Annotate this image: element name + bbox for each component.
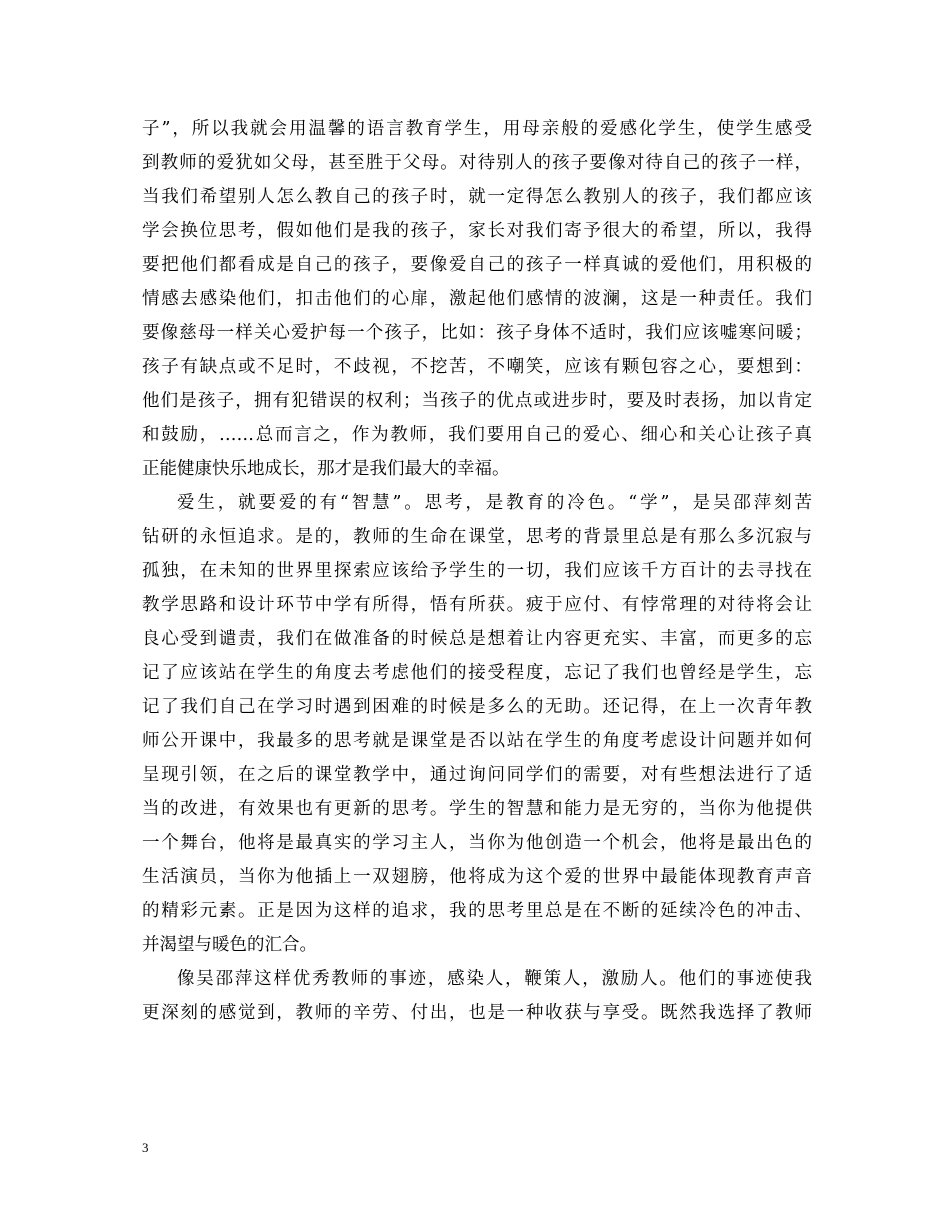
text-line: 学会换位思考，假如他们是我的孩子，家长对我们寄予很大的希望，所以，我得 (142, 221, 812, 241)
text-line: 并渴望与暖色的汇合。 (142, 935, 317, 955)
text-line: 要像慈母一样关心爱护每一个孩子，比如：孩子身体不适时，我们应该嘘寒问暖； (142, 323, 812, 343)
text-line: 像吴邵萍这样优秀教师的事迹，感染人，鞭策人，激励人。他们的事迹使我 (177, 969, 812, 989)
text-line: 当的改进，有效果也有更新的思考。学生的智慧和能力是无穷的，当你为他提供 (142, 799, 812, 819)
text-line: 到教师的爱犹如父母，甚至胜于父母。对待别人的孩子要像对待自己的孩子一样， (142, 153, 812, 173)
text-line: 记了应该站在学生的角度去考虑他们的接受程度，忘记了我们也曾经是学生，忘 (142, 663, 812, 683)
text-line: 记了我们自己在学习时遇到困难的时候是多么的无助。还记得，在上一次青年教 (142, 697, 812, 717)
text-line: 生活演员，当你为他插上一双翅膀，他将成为这个爱的世界中最能体现教育声音 (142, 867, 812, 887)
text-line: 当我们希望别人怎么教自己的孩子时，就一定得怎么教别人的孩子，我们都应该 (142, 187, 812, 207)
text-line: 呈现引领，在之后的课堂教学中，通过询问同学们的需要，对有些想法进行了适 (142, 765, 812, 785)
paragraph-2 (142, 486, 812, 962)
text-line: 的精彩元素。正是因为这样的追求，我的思考里总是在不断的延续冷色的冲击、 (142, 901, 812, 921)
paragraph-1 (142, 112, 812, 486)
paragraph-3 (142, 962, 812, 1030)
text-line: 和鼓励，……总而言之，作为教师，我们要用自己的爱心、细心和关心让孩子真 (142, 425, 812, 445)
text-line: 要把他们都看成是自己的孩子，要像爱自己的孩子一样真诚的爱他们，用积极的 (142, 255, 812, 275)
text-line: 子”，所以我就会用温馨的语言教育学生，用母亲般的爱感化学生，使学生感受 (142, 119, 812, 139)
text-line: 一个舞台，他将是最真实的学习主人，当你为他创造一个机会，他将是最出色的 (142, 833, 812, 853)
text-line: 孤独，在未知的世界里探索应该给予学生的一切，我们应该千方百计的去寻找在 (142, 561, 812, 581)
text-line: 他们是孩子，拥有犯错误的权利；当孩子的优点或进步时，要及时表扬，加以肯定 (142, 391, 812, 411)
text-line: 良心受到谴责，我们在做准备的时候总是想着让内容更充实、丰富，而更多的忘 (142, 629, 812, 649)
text-line: 正能健康快乐地成长，那才是我们最大的幸福。 (142, 459, 510, 479)
text-line: 教学思路和设计环节中学有所得，悟有所获。疲于应付、有悖常理的对待将会让 (142, 595, 812, 615)
text-line: 爱生，就要爱的有“智慧”。思考，是教育的冷色。“学”，是吴邵萍刻苦 (177, 493, 812, 513)
page-number: 3 (142, 1140, 149, 1155)
text-line: 更深刻的感觉到，教师的辛劳、付出，也是一种收获与享受。既然我选择了教师 (142, 1003, 812, 1023)
text-line: 钻研的永恒追求。是的，教师的生命在课堂，思考的背景里总是有那么多沉寂与 (142, 527, 812, 547)
text-line: 师公开课中，我最多的思考就是课堂是否以站在学生的角度考虑设计问题并如何 (142, 731, 812, 751)
text-line: 孩子有缺点或不足时，不歧视，不挖苦，不嘲笑，应该有颗包容之心，要想到： (142, 357, 812, 377)
text-line: 情感去感染他们，扣击他们的心扉，激起他们感情的波澜，这是一种责任。我们 (142, 289, 812, 309)
document-body (142, 112, 812, 1030)
